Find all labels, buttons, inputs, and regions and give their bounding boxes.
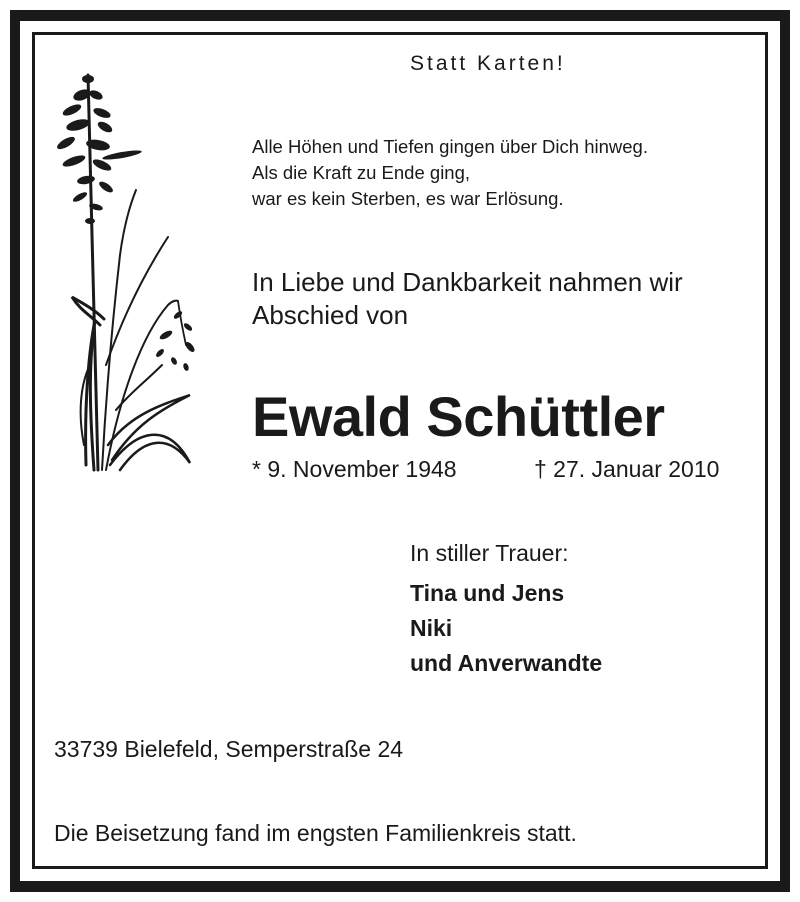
- page-title: Statt Karten!: [410, 52, 566, 75]
- mourner-name: und Anverwandte: [410, 650, 603, 676]
- intro-line: Abschied von: [252, 300, 409, 330]
- intro-line: In Liebe und Dankbarkeit nahmen wir: [252, 267, 683, 297]
- poem-line: war es kein Sterben, es war Erlösung.: [252, 188, 564, 209]
- grass-stalk-icon: [50, 65, 205, 480]
- funeral-note: Die Beisetzung fand im engsten Familienkreis statt.: [54, 820, 577, 846]
- deceased-name: Ewald Schüttler: [252, 385, 665, 448]
- poem-line: Alle Höhen und Tiefen gingen über Dich hinweg.: [252, 136, 648, 157]
- intro-text: [252, 266, 683, 332]
- death-date: † 27. Januar 2010: [534, 456, 720, 482]
- poem: [252, 134, 648, 212]
- poem-line: Als die Kraft zu Ende ging,: [252, 162, 471, 183]
- mourner-name: Tina und Jens: [410, 580, 565, 606]
- mourner-name: Niki: [410, 615, 453, 641]
- birth-date: * 9. November 1948: [252, 456, 457, 482]
- address: 33739 Bielefeld, Semperstraße 24: [54, 736, 404, 762]
- mourning-label: In stiller Trauer:: [410, 540, 569, 566]
- mourner-list: [410, 576, 602, 681]
